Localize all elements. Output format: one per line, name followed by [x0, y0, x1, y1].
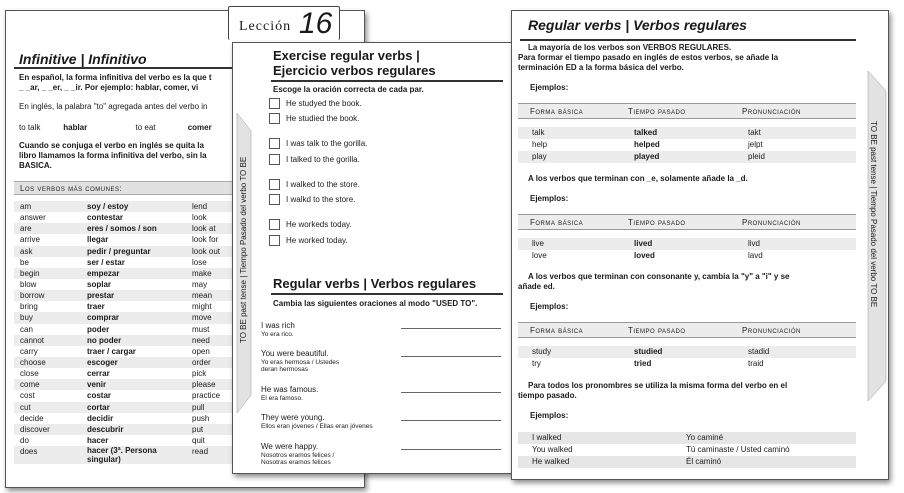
answer-line[interactable]	[401, 328, 501, 329]
verb-es: poder	[87, 324, 110, 334]
used-to-item	[261, 442, 501, 466]
table-row	[518, 250, 856, 262]
pair-es-2: comer	[187, 123, 212, 132]
verb-es: soy / estoy	[87, 202, 129, 211]
verb-en: can	[20, 324, 33, 334]
used-to-sentence: They were young.	[261, 413, 325, 422]
checkbox[interactable]	[269, 98, 280, 109]
infinitive-title: Infinitive | Infinitivo	[19, 51, 147, 67]
verb-en2: need	[192, 335, 210, 345]
header-base: Forma básica	[530, 218, 584, 227]
cell-past: loved	[634, 251, 655, 260]
table-row	[518, 346, 856, 358]
used-to-item	[261, 413, 501, 430]
verb-en: discover	[20, 424, 50, 434]
verb-en2: order	[192, 357, 211, 367]
header-past: Tiempo pasado	[628, 326, 686, 335]
intro-line3: terminación ED a la forma básica del verbo.	[518, 63, 684, 72]
answer-line[interactable]	[401, 356, 501, 357]
examples-label: Ejemplos:	[530, 302, 569, 311]
used-to-instruction: Cambia las siguientes oraciones al modo "USED TO".	[273, 299, 478, 308]
verb-es: comprar	[87, 313, 120, 323]
verb-en2: open	[192, 346, 210, 356]
verb-en: cut	[20, 402, 31, 412]
choice-item[interactable]	[269, 154, 360, 166]
header-pron: Pronunciación	[742, 107, 801, 116]
verb-en: come	[20, 380, 40, 390]
side-label: TO BE past tense | Tiempo Pasado del verbo TO BE	[869, 121, 878, 308]
verb-en2: put	[192, 424, 204, 434]
table-header	[518, 322, 856, 338]
exercise-title-line2: Ejercicio verbos regulares	[273, 63, 436, 78]
used-to-item	[261, 385, 501, 402]
pronoun-es: Él caminó	[686, 457, 722, 466]
regular-verbs-title: Regular verbs | Verbos regulares	[528, 17, 747, 33]
cell-past: talked	[634, 128, 658, 137]
verb-en2: make	[192, 268, 212, 278]
exercise-divider	[271, 80, 503, 82]
pronoun-example-row	[518, 444, 856, 456]
examples-label: Ejemplos:	[530, 411, 569, 420]
verb-en: cannot	[20, 335, 45, 345]
verb-en: answer	[20, 213, 46, 223]
used-to-translation: Nosotros eramos felices / Nosotras eramos felices	[261, 452, 335, 466]
used-to-sentence: He was famous.	[261, 385, 319, 394]
verb-en: choose	[20, 357, 46, 367]
verb-en2: pick	[192, 369, 207, 379]
verb-es: traer / cargar	[87, 346, 136, 356]
pronoun-example-row	[518, 456, 856, 468]
verb-en2: practice	[192, 391, 221, 401]
verb-en2: look	[192, 213, 207, 223]
used-to-item	[261, 321, 501, 338]
table-header	[518, 214, 856, 230]
choice-item[interactable]	[269, 113, 359, 125]
verb-en2: move	[192, 313, 212, 323]
verb-es: traer	[87, 302, 105, 312]
verb-es: decidir	[87, 413, 114, 423]
choice-label: He workeds today.	[286, 220, 352, 229]
infinitive-pairs	[19, 123, 212, 132]
lesson-word: Lección	[239, 19, 292, 34]
verb-en2: may	[192, 279, 208, 289]
checkbox[interactable]	[269, 194, 280, 205]
verb-es: descubrir	[87, 424, 124, 434]
pronoun-en: I walked	[532, 433, 562, 442]
checkbox[interactable]	[269, 154, 280, 165]
header-pron: Pronunciación	[742, 326, 801, 335]
used-to-sentence: I was rich	[261, 321, 295, 330]
cell-past: helped	[634, 140, 660, 149]
verb-en: blow	[20, 279, 37, 289]
header-past: Tiempo pasado	[628, 107, 686, 116]
verb-es: costar	[87, 391, 112, 401]
pair-en-2: to eat	[135, 123, 156, 132]
side-label: TO BE past tense | Tiempo Pasado del verbo TO BE	[239, 156, 248, 343]
rule-y-line2: añade ed.	[518, 282, 555, 291]
pronoun-rule-line1: Para todos los pronombres se utiliza la misma forma del verbo en el	[528, 381, 788, 390]
cell-pron: jelpt	[748, 140, 763, 149]
verb-en: ask	[20, 246, 33, 256]
table-row	[518, 151, 856, 163]
choice-item[interactable]	[269, 235, 348, 247]
verb-en: borrow	[20, 291, 45, 301]
choice-label: I was talk to the gorilla.	[286, 139, 368, 148]
checkbox[interactable]	[269, 235, 280, 246]
answer-line[interactable]	[401, 420, 501, 421]
verb-en2: push	[192, 413, 210, 423]
verb-en: decide	[20, 413, 44, 423]
common-verbs-header: Los verbos más comunes:	[14, 181, 359, 195]
cell-base: study	[532, 347, 552, 356]
verb-en: are	[20, 224, 32, 234]
examples-label: Ejemplos:	[530, 83, 569, 92]
verb-en: arrive	[20, 235, 41, 245]
verb-es: no poder	[87, 335, 122, 345]
verb-es: cerrar	[87, 369, 110, 379]
cell-base: live	[532, 239, 545, 248]
verb-en: carry	[20, 346, 38, 356]
cell-pron: stadid	[748, 347, 770, 356]
verb-es: hacer	[87, 435, 109, 445]
answer-line[interactable]	[401, 392, 501, 393]
choice-label: He studyed the book.	[286, 99, 362, 108]
choice-item[interactable]	[269, 179, 360, 191]
cell-past: studied	[634, 347, 663, 356]
cell-base: love	[532, 251, 547, 260]
cell-past: lived	[634, 239, 653, 248]
verb-en2: lend	[192, 202, 208, 211]
cell-base: try	[532, 359, 541, 368]
verb-en: cost	[20, 391, 35, 401]
used-to-sentence: We were happy.	[261, 442, 319, 451]
title-divider	[520, 39, 856, 41]
infinitive-para3-line2: libro llamamos la forma infinitiva del verbo, sin la	[19, 151, 207, 160]
verb-en2: look out	[192, 246, 221, 256]
header-base: Forma básica	[530, 107, 584, 116]
verb-es: cortar	[87, 402, 110, 412]
regular-verbs-page	[511, 10, 889, 480]
verb-en: close	[20, 369, 39, 379]
cell-base: help	[532, 140, 548, 149]
table-row	[518, 127, 856, 139]
verb-es: soplar	[87, 279, 112, 289]
header-base: Forma básica	[530, 326, 584, 335]
verb-en2: must	[192, 324, 210, 334]
lesson-tab	[228, 6, 340, 40]
verb-en: am	[20, 202, 32, 211]
cell-pron: pleid	[748, 152, 765, 161]
checkbox[interactable]	[269, 219, 280, 230]
pronoun-en: He walked	[532, 457, 570, 466]
examples-label: Ejemplos:	[530, 194, 569, 203]
verb-en: begin	[20, 268, 40, 278]
lesson-number: 16	[299, 7, 333, 40]
exercise-instruction: Escoge la oración correcta de cada par.	[273, 85, 424, 94]
used-to-sentence: You were beautiful.	[261, 349, 329, 358]
pair-en-1: to talk	[19, 123, 41, 132]
regular-verbs-subtitle: Regular verbs | Verbos regulares	[273, 276, 477, 291]
choice-item[interactable]	[269, 219, 352, 231]
exercise-title-line1: Exercise regular verbs |	[273, 48, 420, 63]
verb-en2: lose	[192, 257, 207, 267]
verb-en: be	[20, 257, 29, 267]
choice-item[interactable]	[269, 138, 367, 150]
cell-past: tried	[634, 359, 652, 368]
pair-es-1: hablar	[63, 123, 88, 132]
header-pron: Pronunciación	[742, 218, 801, 227]
used-to-translation: Yo era rico.	[261, 331, 294, 338]
verb-es: escoger	[87, 357, 118, 367]
checkbox[interactable]	[269, 113, 280, 124]
answer-line[interactable]	[401, 449, 501, 450]
verb-en2: pull	[192, 402, 205, 412]
verb-es: contestar	[87, 213, 124, 223]
cell-base: play	[532, 152, 547, 161]
infinitive-para3-line1: Cuando se conjuga el verbo en inglés se quita la	[19, 141, 204, 150]
verb-en2: please	[192, 380, 216, 390]
pronoun-rule-line2: tiempo pasado.	[518, 391, 577, 400]
verb-es: llegar	[87, 235, 109, 245]
table-row	[518, 358, 856, 370]
verb-es: prestar	[87, 291, 115, 301]
choice-label: He studied the book.	[286, 114, 360, 123]
verb-en2: look at	[192, 224, 216, 234]
used-to-translation: Yo eras hermosa / Ustedes deran hermosas	[261, 359, 340, 373]
exercise-page	[232, 42, 512, 474]
choice-item[interactable]	[269, 194, 355, 206]
intro-line2: Para formar el tiempo pasado en inglés de estos verbos, se añade la	[518, 53, 779, 62]
verb-en2: read	[192, 447, 209, 457]
checkbox[interactable]	[269, 179, 280, 190]
exercise-title	[273, 48, 436, 78]
verb-es: eres / somos / son	[87, 224, 157, 234]
pronoun-es: Tú caminaste / Usted caminó	[686, 445, 790, 454]
infinitive-para2: En inglés, la palabra "to" agregada antes del verbo in	[19, 102, 208, 111]
cell-pron: takt	[748, 128, 761, 137]
cell-pron: livd	[748, 239, 761, 248]
verb-en2: quit	[192, 435, 205, 445]
verb-en: do	[20, 435, 29, 445]
verb-es: venir	[87, 380, 107, 390]
subtitle-divider	[271, 293, 503, 295]
checkbox[interactable]	[269, 138, 280, 149]
cell-pron: lavd	[748, 251, 763, 260]
choice-label: I talked to the gorilla.	[286, 155, 360, 164]
verb-es: empezar	[87, 268, 120, 278]
choice-label: I walkd to the store.	[286, 195, 356, 204]
table-row	[518, 238, 856, 250]
verb-en: does	[20, 447, 38, 457]
verb-en2: look for	[192, 235, 219, 245]
rule-e: A los verbos que terminan con _e, solamente añade la _d.	[528, 174, 748, 183]
verb-en2: might	[192, 302, 212, 312]
pronoun-es: Yo caminé	[686, 433, 724, 442]
cell-pron: traid	[748, 359, 764, 368]
table-header	[518, 103, 856, 119]
table-row	[518, 139, 856, 151]
used-to-item	[261, 349, 501, 373]
rule-y-line1: A los verbos que terminan con consonante y, cambia la "y" a "i" y se	[528, 272, 790, 281]
used-to-translation: Ellos eran jóvenes / Ellas eran jóvenes	[261, 423, 373, 430]
verb-en: bring	[20, 302, 38, 312]
verb-es: ser / estar	[87, 257, 125, 267]
intro-line1: La mayoría de los verbos son VERBOS REGULARES.	[528, 43, 732, 52]
pronoun-en: You walked	[532, 445, 573, 454]
choice-label: He worked today.	[286, 236, 348, 245]
verb-en2: mean	[192, 291, 213, 301]
infinitive-para1-line1: En español, la forma infinitiva del verbo es la que t	[19, 73, 212, 82]
choice-item[interactable]	[269, 98, 362, 110]
verb-es: hacer (3ª. Persona singular)	[87, 446, 157, 465]
cell-past: played	[634, 152, 660, 161]
verb-es: pedir / preguntar	[87, 246, 151, 256]
choice-label: I walked to the store.	[286, 180, 360, 189]
pronoun-example-row	[518, 432, 856, 444]
used-to-translation: El era famoso.	[261, 395, 303, 402]
infinitive-para1-line2: _ _ar, _ _er, _ _ir. Por ejemplo: hablar, comer, vi	[19, 83, 199, 92]
cell-base: talk	[532, 128, 545, 137]
verb-en: buy	[20, 313, 33, 323]
header-past: Tiempo pasado	[628, 218, 686, 227]
infinitive-para3-line3: BASICA.	[19, 161, 52, 170]
